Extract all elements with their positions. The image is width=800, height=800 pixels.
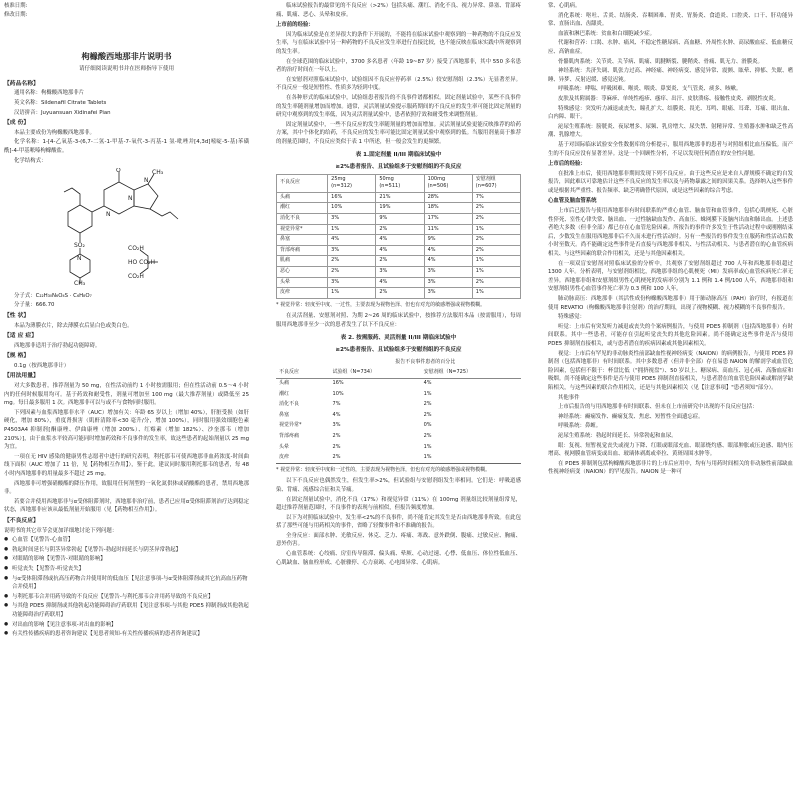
col3-p22: 呼吸系统：鼻衄。	[558, 423, 602, 430]
table2-cell: 4%	[421, 378, 521, 389]
table2-header-cell: 不良反应	[276, 368, 330, 379]
table2-cell: 视觉异常*	[276, 421, 330, 432]
adverse-bullet: ● 对出血的影响【见注意事项-对出血的影响】	[4, 621, 249, 630]
table1-cell: 19%	[376, 203, 424, 214]
table2-cell: 2%	[330, 431, 421, 442]
table2-cell: 10%	[330, 389, 421, 400]
table1-cell: 4%	[328, 235, 376, 246]
column-3	[548, 2, 793, 798]
table1-cell: 2%	[376, 256, 424, 267]
table2-cell: 1%	[421, 442, 521, 453]
table1-cell: 2%	[472, 245, 520, 256]
table1-row	[277, 256, 521, 267]
table1-header-cell: 安慰剂组 (n=607)	[472, 174, 520, 192]
table1-cell: 2%	[376, 288, 424, 299]
table1-cell: 16%	[328, 192, 376, 203]
table1-header-cell: 100mg (n=506)	[424, 174, 472, 192]
table1-cell: 1%	[472, 224, 520, 235]
table2-cell: 7%	[330, 400, 421, 411]
table1-cell: 3%	[376, 267, 424, 278]
table1-cell: 潮红	[277, 203, 328, 214]
table1-cell: 21%	[376, 192, 424, 203]
col2-p4: 在安慰剂对照临床试验中，试验组因不良反应停药率（2.5%）较安慰剂组（2.3%）无显著差异。不良反应一般是短暂性、性质多为轻到中度。	[276, 76, 521, 92]
col3-p25: 在 PDE5 抑制剂包括枸橼酸西地那非片的上市后应用中，均有与用药时间相关的非动脉性前部缺血性视神经病变（NAION）的罕见报告。NAION 是一种可	[548, 460, 793, 476]
table1-header-cell: 50mg (n=511)	[376, 174, 424, 192]
postmarket-heading: 上市后的经验：	[548, 161, 586, 168]
table2-row	[276, 453, 521, 464]
adverse-bullet: ● 与利托那韦合并用药导致的不良反应【见警告-与利托那韦合并用药导致的不良反应】	[4, 593, 249, 602]
table1-cell: 9%	[424, 235, 472, 246]
col3-p23: 泌尿生殖系统：勃起时间延长、异常勃起和血尿。	[558, 432, 677, 439]
table1-cell: 1%	[328, 224, 376, 235]
adverse-bullet: ● 听觉丧失【见警告-听觉丧失】	[4, 565, 249, 574]
table1-cell: 2%	[328, 256, 376, 267]
col3-p20: 上市后报告的与用西地那非有时间联系、但未在上市前研究中出现的不良反应包括：	[558, 404, 758, 411]
generic-name: 通用名称：枸橼酸西地那非片	[14, 90, 85, 97]
dosage-p3: 一项在无 HIV 感染的健康男性志愿者中进行的研究表明，利托那韦可使西地那非血药浓度-时间曲线下面积（AUC 增加了 11 倍，见【药物相互作用】），鉴于此，建议同时服用利托那韦的患者，每 48 小时内西地那非的用量最多不超过 25 mg。	[4, 453, 249, 477]
col3-p3: 血液和淋巴系统：贫血和白细胞减少症。	[558, 30, 656, 37]
table1-cell: 头痛	[277, 192, 328, 203]
structure-label-piperazine-n: N	[77, 255, 82, 263]
table1-cell: 皮疹	[277, 288, 328, 299]
table2-cell: 3%	[330, 421, 421, 432]
col3-p9: 特殊感觉：突发听力减退或丧失、瞳孔扩大、结膜炎、畏光、耳鸣、眼痛、耳聋、耳痛、眼出血、白内障、眼干。	[548, 105, 793, 121]
adverse-bullet: ● 对眼睛的影响【见警告-对眼睛的影响】	[4, 555, 249, 564]
table2-cell: 1%	[421, 389, 521, 400]
table2-cell: 1%	[421, 453, 521, 464]
col2-p9: 在固定剂量试验中，消化不良（17%）和视觉异常（11%）在 100mg 剂量组比较剂量组常见，超过推荐剂量范围时，不良事件的表现与前相似，但报告频度增加。	[276, 496, 521, 512]
table1-cell: 1%	[472, 256, 520, 267]
col3-p17: 听觉：上市后有突发听力减退或丧失的个案病例报告，与使用 PDE5 抑制剂（包括西地那非）有时间联系。其中一些患者，可能存在引起听觉丧失的其他危险因素。尚不能确定这些事件是否与使用 PDE5 抑制剂直接相关，或与患者潜在的疾病因素或其他因素相关。	[548, 323, 793, 347]
table2-cell: 皮疹	[276, 453, 330, 464]
col3-p14: 在一项双盲安慰剂对照临床试验的分析中，共观察了安慰剂组超过 700 人年和西地那非组超过 1300 人年。分析表明，与安慰剂组相比，西地那非组的心肌梗死（MI）发病率或心血管疾病死亡率无差异。西地那非组和安慰剂组男性心肌梗死的发病率分别为 1.1 例和 1.4 例/100 人年，西地那非组和安慰剂组男性心血管事件死亡率为 0.3 例和 100 人年。	[548, 260, 793, 293]
col3-p7: 呼吸系统：哮喘、呼吸困难、喉炎、咽炎、鼻窦炎、支气管炎、痰多、咳嗽。	[558, 86, 742, 93]
table1-cell: 1%	[472, 267, 520, 278]
col3-p24: 眼：复视、短暂视觉丧失或视力下降、红眼或眼部充血、眼部烧灼感、眼部肿胀或压迫感、眼内压增高、视网膜血管病变或出血、玻璃体剥离或牵拉、黄斑周围水肿等。	[548, 442, 793, 458]
structure-label-oxygen: O	[116, 168, 121, 175]
table2-title: 表 2. 按需服药、灵活剂量 II/III 期临床试验中	[340, 334, 457, 341]
table2-header-cell: 安慰剂组（N=725）	[421, 368, 521, 379]
reading-note: 请仔细阅读说明书并在医师指导下使用	[78, 66, 175, 73]
table1-cell: 11%	[424, 224, 472, 235]
cardiovascular-heading: 心血管及脑血管系统	[548, 198, 597, 205]
dosage-p5: 若要合并使用西地那非与α受体阻滞剂时，西地那非治疗前，患者已应用α受体阻滞剂治疗达到稳定状态，西地那非应该从最低剂量开始服用（见【药物相互作用】）。	[4, 498, 249, 514]
table2-header-cell: 试验组（N=734）	[330, 368, 421, 379]
table2-row	[276, 389, 521, 400]
col2-p3: 在全球范围的临床试验中，3700 多名患者（年龄 19~87 岁）接受了西地那非，其中 550 多名患者的治疗时间在一年以上。	[276, 58, 521, 74]
structure-label: 化学结构式：	[14, 157, 47, 164]
col3-p1: 常、心肌病。	[548, 3, 581, 9]
table2-row	[276, 431, 521, 442]
table2-cell: 2%	[330, 453, 421, 464]
col2-p8: 以下不良反应也偶然发生，但发生率>2%，但试验组与安慰剂组发生率相同。它们是：呼吸道感染、背痛、流感综合征和关节痛。	[276, 478, 521, 493]
table2-cell: 2%	[421, 400, 521, 411]
col3-p11: 基于对国际临床试验安全性数据库的分析提示，服用西地那非的患者与对照组相比血压偏低。而产生的不良反应没有显著差异。这是一个回顾性分析，不足以发现任何潜在的安全性问题。	[548, 141, 793, 157]
table2-cell: 4%	[330, 410, 421, 421]
table1-header-cell: 25mg (n=312)	[328, 174, 376, 192]
table1-cell: 28%	[424, 192, 472, 203]
table2-cell: 2%	[330, 442, 421, 453]
table1-cell: 3%	[424, 267, 472, 278]
section-dosage: 【用法用量】	[4, 373, 39, 380]
chemical-structure-diagram	[44, 168, 194, 286]
table2-cell: 2%	[421, 410, 521, 421]
table2-cell: 背部疼痛	[276, 431, 330, 442]
table1-cell: 4%	[424, 245, 472, 256]
adverse-bullet: ● 有关性传播疾病的患者咨询建议【见患者须知-有关性传播疾病的患者咨询建议】	[4, 630, 249, 639]
table1-row	[277, 224, 521, 235]
table1-cell: 7%	[472, 192, 520, 203]
main-ingredient: 本品主要成份为枸橼酸西地那非。	[14, 129, 95, 136]
table1-cell: 2%	[472, 277, 520, 288]
table1-cell: 2%	[472, 214, 520, 225]
col2-p1: 临床试验报告的最常见的不良反应（>2%）包括头痛、潮红、消化不良、视力异常、鼻塞、背部疼痛、肌痛、恶心、头晕和皮疹。	[276, 3, 521, 18]
table1-cell: 10%	[328, 203, 376, 214]
table1-cell: 3%	[328, 214, 376, 225]
table2-cell: 2%	[421, 431, 521, 442]
table1-subtitle: ≥2%患者报告、且试验组多于安慰剂组的不良反应	[335, 164, 462, 171]
document-title: 枸橼酸西地那非片说明书	[81, 51, 172, 62]
section-drug-name: 【药品名称】	[4, 80, 39, 87]
table2-group-header: 报告不良事件患者的百分比	[330, 357, 521, 368]
table1-cell: 头晕	[277, 277, 328, 288]
section-indications: 【适 应 症】	[4, 333, 38, 340]
table2-cell: 头痛	[276, 378, 330, 389]
table1-cell: 2%	[376, 224, 424, 235]
table1-row	[277, 277, 521, 288]
table1-row	[277, 192, 521, 203]
col3-p13: 上市后已报告与使用西地那非有时间联系的严重心血管、脑血管和血管事件，包括心肌梗死、心脏性猝死、室性心律失常、脑出血、一过性脑缺血发作、高血压、蛛网膜下及脑内出血和肺出血。上述患者绝大多数（但非全部）都已存在心血管危险因素。所报告的事件许多发生于性活动过程中或刚刚结束后，少数发生在服用西地那非后不久而未进行性活动时。另有一些报告的事件发生在服药和性活动后数小时至数天。尚不能确定这些事件是否直接与西地那非相关、与性活动相关、与患者潜在的心血管疾病相关、与这些因素的联合作用相关，还是与其他因素相关。	[548, 208, 793, 258]
col2-p7: 在灵活剂量、安慰剂对照、为期 2~26 周的临床试验中，按推荐方法服用本品（按需服用），每周服用西地那非至少一次的患者发生了以下不良反应：	[276, 313, 521, 328]
table1-cell: 鼻塞	[277, 235, 328, 246]
table2-subtitle: ≥2%患者报告、且试验组多于安慰剂组的不良反应	[335, 347, 462, 354]
revision-date: 修改日期:	[4, 11, 28, 18]
table1-cell: 2%	[472, 235, 520, 246]
table1-title: 表 1.固定剂量 II/III 期临床试验中	[355, 151, 442, 158]
adverse-bullet: ● 与其他 PDE5 抑制剂或其他勃起功能障碍治疗药联用【见注意事项-与其他 PDE5 抑制剂或其他勃起功能障碍治疗药联用】	[4, 602, 249, 619]
adverse-bullet: ● 与α受体阻滞剂或抗高压药物合并使用时的低血压【见注意事项-与α受体阻滞剂或其它抗高血压药物合并使用】	[4, 575, 249, 592]
column-1	[4, 2, 249, 798]
table2-note: * 视觉异常：轻度至中度和一过性的，主要表现为视物色泽，但也有对光的敏感增强或视物模糊。	[276, 466, 491, 473]
table2-row	[276, 442, 521, 453]
table2-row	[276, 378, 521, 389]
table1-note: * 视觉异常：轻度至中度、一过性，主要表现为视物色泽、但也有对光的敏感增强或视物模糊。	[276, 301, 486, 308]
table1-cell: 4%	[376, 235, 424, 246]
col3-p10: 泌尿生殖系统：膀胱炎、夜尿增多、尿频、乳房增大、尿失禁、射精异常、生殖器水肿和缺乏性高潮、乳腺增大。	[548, 123, 793, 139]
dosage-p1: 对大多数患者，推荐剂量为 50 mg，在性活动前约 1 小时按需服用；但在性活动前 0.5～4 小时内的任何时候服用均可。基于药效和耐受性，剂量可增加至 100 mg（最大推荐剂量）或降低至 25 mg。每日最多服用 1 次。西地那非可以与或不与食物同时服用。	[4, 383, 249, 407]
molecular-formula: 分子式：C₂₂H₃₀N₆O₄S · C₆H₈O₇	[14, 292, 92, 299]
molecular-weight: 分子量：666.70	[14, 302, 55, 309]
table2-cell: 0%	[421, 421, 521, 432]
table2	[276, 357, 521, 464]
dosage-p2: 下列因素与血浆西地那非水平（AUC）增加有关：年龄 65 岁以上（增加 40%），肝脏受损（如肝硬化，增加 80%），重度肾损害（肌酐清除率<30 毫升/分，增加 100%），同时服用强效细胞色素 P4503A4 抑制剂[酮康唑、伊曲康唑（增加 200%）、红霉素（增加 182%）、沙奎那韦（增加 210%）]，由于血浆水平较高可能同时增加药效和不良事件的发生率，故这些患者的起始剂量以 25 mg 为宜。	[4, 409, 249, 451]
table1-cell: 2%	[328, 267, 376, 278]
structure-label-methyl: CH₃	[152, 169, 164, 177]
col3-p2: 消化系统：呕吐、舌炎、结肠炎、吞咽困难、胃炎、胃肠炎、食道炎、口腔炎、口干、肝功能异常、直肠出血、齿龈炎。	[548, 12, 793, 28]
table2-cell: 头晕	[276, 442, 330, 453]
table1-row	[277, 214, 521, 225]
col2-p11: 全身反应：面部水肿、光敏反应、休克、乏力、疼痛、寒战、意外跌倒、腹痛、过敏反应、胸痛、意外伤害。	[276, 532, 521, 548]
structure-label-citric-mid: HO CO₂H	[128, 259, 155, 267]
section-specifications: 【规 格】	[4, 353, 30, 360]
table2-cell: 消化不良	[276, 400, 330, 411]
table1-row	[277, 288, 521, 299]
dosage-p4: 西地那非可增强硝酸酯的降压作用，故服用任何剂型的一氧化氮供体或硝酸酯的患者，禁用西地那非。	[4, 480, 249, 496]
english-name: 英文名称：Sildenafil Citrate Tablets	[14, 99, 107, 106]
col3-p4: 代谢和营养：口渴、水肿、痛风、不稳定性糖尿病、高血糖、外周性水肿、高尿酸血症、低血糖反应、高钠血症。	[548, 40, 793, 55]
chemical-name: 化学名称：1-[4-乙氧基-3-(6,7-二氢-1-甲基-7-氧代-3-丙基-1 氢-吡唑并[4,3d]嘧啶-5-基)苯磺酰]-4-甲基哌嗪枸橼酸盐。	[4, 139, 249, 154]
table1-cell: 9%	[376, 214, 424, 225]
table1-row	[277, 203, 521, 214]
table2-row	[276, 400, 521, 411]
table1-cell: 4%	[376, 277, 424, 288]
column-2	[276, 2, 521, 798]
structure-label-citric-bot: CO₂H	[128, 273, 144, 281]
adverse-bullet: ● 心血管【见警告-心血管】	[4, 536, 249, 545]
col3-p19: 其他事件	[558, 394, 580, 401]
table1-cell: 视觉异常*	[277, 224, 328, 235]
table1-row	[277, 235, 521, 246]
structure-label-piperazine-methyl: CH₃	[74, 280, 86, 287]
table1-cell: 肌痛	[277, 256, 328, 267]
col3-p18: 视觉：上市后有罕见的非动脉炎性前部缺血性视神经病变（NAION）的病例报告，与使用 PDE5 抑制剂（包括西地那非）有时间联系。其中多数患者（但并非全部）存在易患 NAION 的解剖学或血管危险因素，包括但不限于：杯盘比低（"拥挤视盘"）、50 岁以上、糖尿病、高血压、冠心病、高脂血症和吸烟。尚不能确定这些事件是否与使用 PDE5 抑制剂直接相关，与患者潜在的血管危险因素或解剖学缺陷相关，与这些因素的联合作用相关，还是与其他因素相关（见【注意事项】"患者须知"部分）。	[548, 350, 793, 391]
table1-cell: 3%	[328, 277, 376, 288]
col3-p8: 皮肤及其附属器：荨麻疹、单纯性疱疹、瘙痒、出汗、皮肤溃疡、接触性皮炎、剥脱性皮炎。	[558, 95, 780, 102]
table1-cell: 背部疼痛	[277, 245, 328, 256]
table1-cell: 1%	[472, 288, 520, 299]
col3-p15: 肺动脉高压：西地那非（其活性成份枸橼酸西地那非）用于肺动脉高压（PAH）治疗时，有报道在使用 REVATIO（枸橼酸西地那非注射剂）的治疗期间，出现了视物模糊、视力模糊的不良事件报告。	[548, 296, 793, 311]
section-appearance: 【性 状】	[4, 312, 30, 319]
table1-cell: 17%	[424, 214, 472, 225]
table1-cell: 1%	[328, 288, 376, 299]
table1-cell: 4%	[424, 256, 472, 267]
col3-p16: 特殊感觉：	[558, 314, 585, 321]
table2-blank-cell	[276, 357, 330, 368]
adverse-intro: 说明书的其它章节会更加详细地讨论下列问题：	[4, 527, 118, 534]
table1-row	[277, 267, 521, 278]
col3-p12: 在批准上市后，使用西地那非期间发现下列不良反应。由于这些反应是来自人群规模不确定的自发报告，因此难以可靠地估计这些不良反应的发生率以及与药物暴露之间的因果关系。选择纳入这些事件或是根据其严重性、报告频率、缺乏明确替代原因，或是这些因素的综合考虑。	[548, 170, 793, 194]
section-ingredients: 【成 份】	[4, 120, 30, 127]
structure-label-n3: N	[106, 211, 111, 219]
table1-cell: 恶心	[277, 267, 328, 278]
col2-p5: 在各种形式的临床试验中，试验组患者报告的不良事件谱都相似。固定剂量试验中，某些不良事件的发生率随剂量增加而增加。通常，灵活剂量试验提示服药期间的不良反应的发生率可能比固定剂量的研究中观察到的发生率低，因为灵活剂量试验中，患者依照疗效和耐受性来调整剂量。	[276, 94, 521, 119]
table2-cell: 16%	[330, 378, 421, 389]
indications-text: 西地那非适用于治疗勃起功能障碍。	[14, 342, 101, 349]
table2-cell: 鼻塞	[276, 410, 330, 421]
adverse-bullet: ● 勃起时间延长与阴茎异常勃起【见警告-勃起时间延长与阴茎异常勃起】	[4, 546, 249, 555]
col3-p21: 神经系统：癫痫发作、癫痫复发、焦虑、短暂性全面遗忘症。	[558, 413, 704, 420]
table1-cell: 18%	[424, 203, 472, 214]
appearance-text: 本品为薄膜衣片，除去薄膜衣后显白色或类白色。	[14, 322, 133, 329]
table1-cell: 消化不良	[277, 214, 328, 225]
structure-label-citric-top: CO₂H	[128, 245, 144, 253]
approval-date: 核准日期:	[4, 3, 28, 9]
table1-cell: 2%	[472, 203, 520, 214]
table1-cell: 3%	[424, 277, 472, 288]
table1	[276, 174, 521, 299]
table1-cell: 4%	[376, 245, 424, 256]
specifications-text: 0.1g（按西地那非计）	[14, 362, 70, 369]
col2-p12: 心血管系统：心绞痛、房室传导阻滞、偏头痛、晕厥、心动过速、心悸、低血压、体位性低血压、心肌缺血、脑血栓形成、心脏骤停、心力衰竭、心电图异常、心肌病。	[276, 551, 521, 566]
col3-p5: 骨骼肌肉系统：关节炎、关节病、肌痛、肌腱断裂、腱鞘炎、骨痛、肌无力、滑膜炎。	[558, 58, 763, 65]
pinyin-name: 汉语拼音：Juyuansuan Xidinafei Pian	[14, 109, 111, 116]
col2-p10: 以下为对照临床试验中，发生率<2%的不良事件，尚不能肯定其发生是否由西地那非所致。在此包括了那些可能与用药相关的事件，省略了轻微事件和不准确的报告。	[276, 514, 521, 530]
structure-label-n2: N	[144, 177, 149, 185]
table1-cell: 3%	[424, 288, 472, 299]
col3-p6: 神经系统：共济失调、肌张力过高、神经痛、神经病变、感觉异常、震颤、眩晕、抑郁、失眠、嗜睡、异梦、反射迟缓、感觉迟钝。	[548, 68, 793, 83]
section-adverse: 【不良反应】	[4, 517, 39, 524]
col2-p6: 固定剂量试验中，一些不良反应的发生率随剂量的增加而增加。灵活剂量试验更能反映推荐的给药方案，其中个体化的给药，不良反应的发生率可能比固定剂量试验中观察到的低。当服用剂量高于推荐的剂量范围时，不良反应类似于表 1 中所述，但一般会发生的更频繁。	[276, 121, 521, 145]
table1-header-cell: 不良反应	[277, 174, 328, 192]
table2-row	[276, 421, 521, 432]
table2-row	[276, 410, 521, 421]
table1-row	[277, 245, 521, 256]
structure-label-n1: N	[128, 195, 133, 203]
table2-cell: 潮红	[276, 389, 330, 400]
premarket-heading: 上市前的经验：	[276, 22, 314, 29]
col2-p2: 因为临床试验是在差异很大的条件下开展的，不能将在临床试验中观察到的一种药物的不良反应发生率，与在临床试验中另一种药物的不良反应发生率进行直接比较，也不能反映在临床实践中所观察到的发生率。	[276, 31, 521, 55]
table1-cell: 3%	[328, 245, 376, 256]
structure-label-sulfonyl: SO₂	[74, 242, 85, 250]
